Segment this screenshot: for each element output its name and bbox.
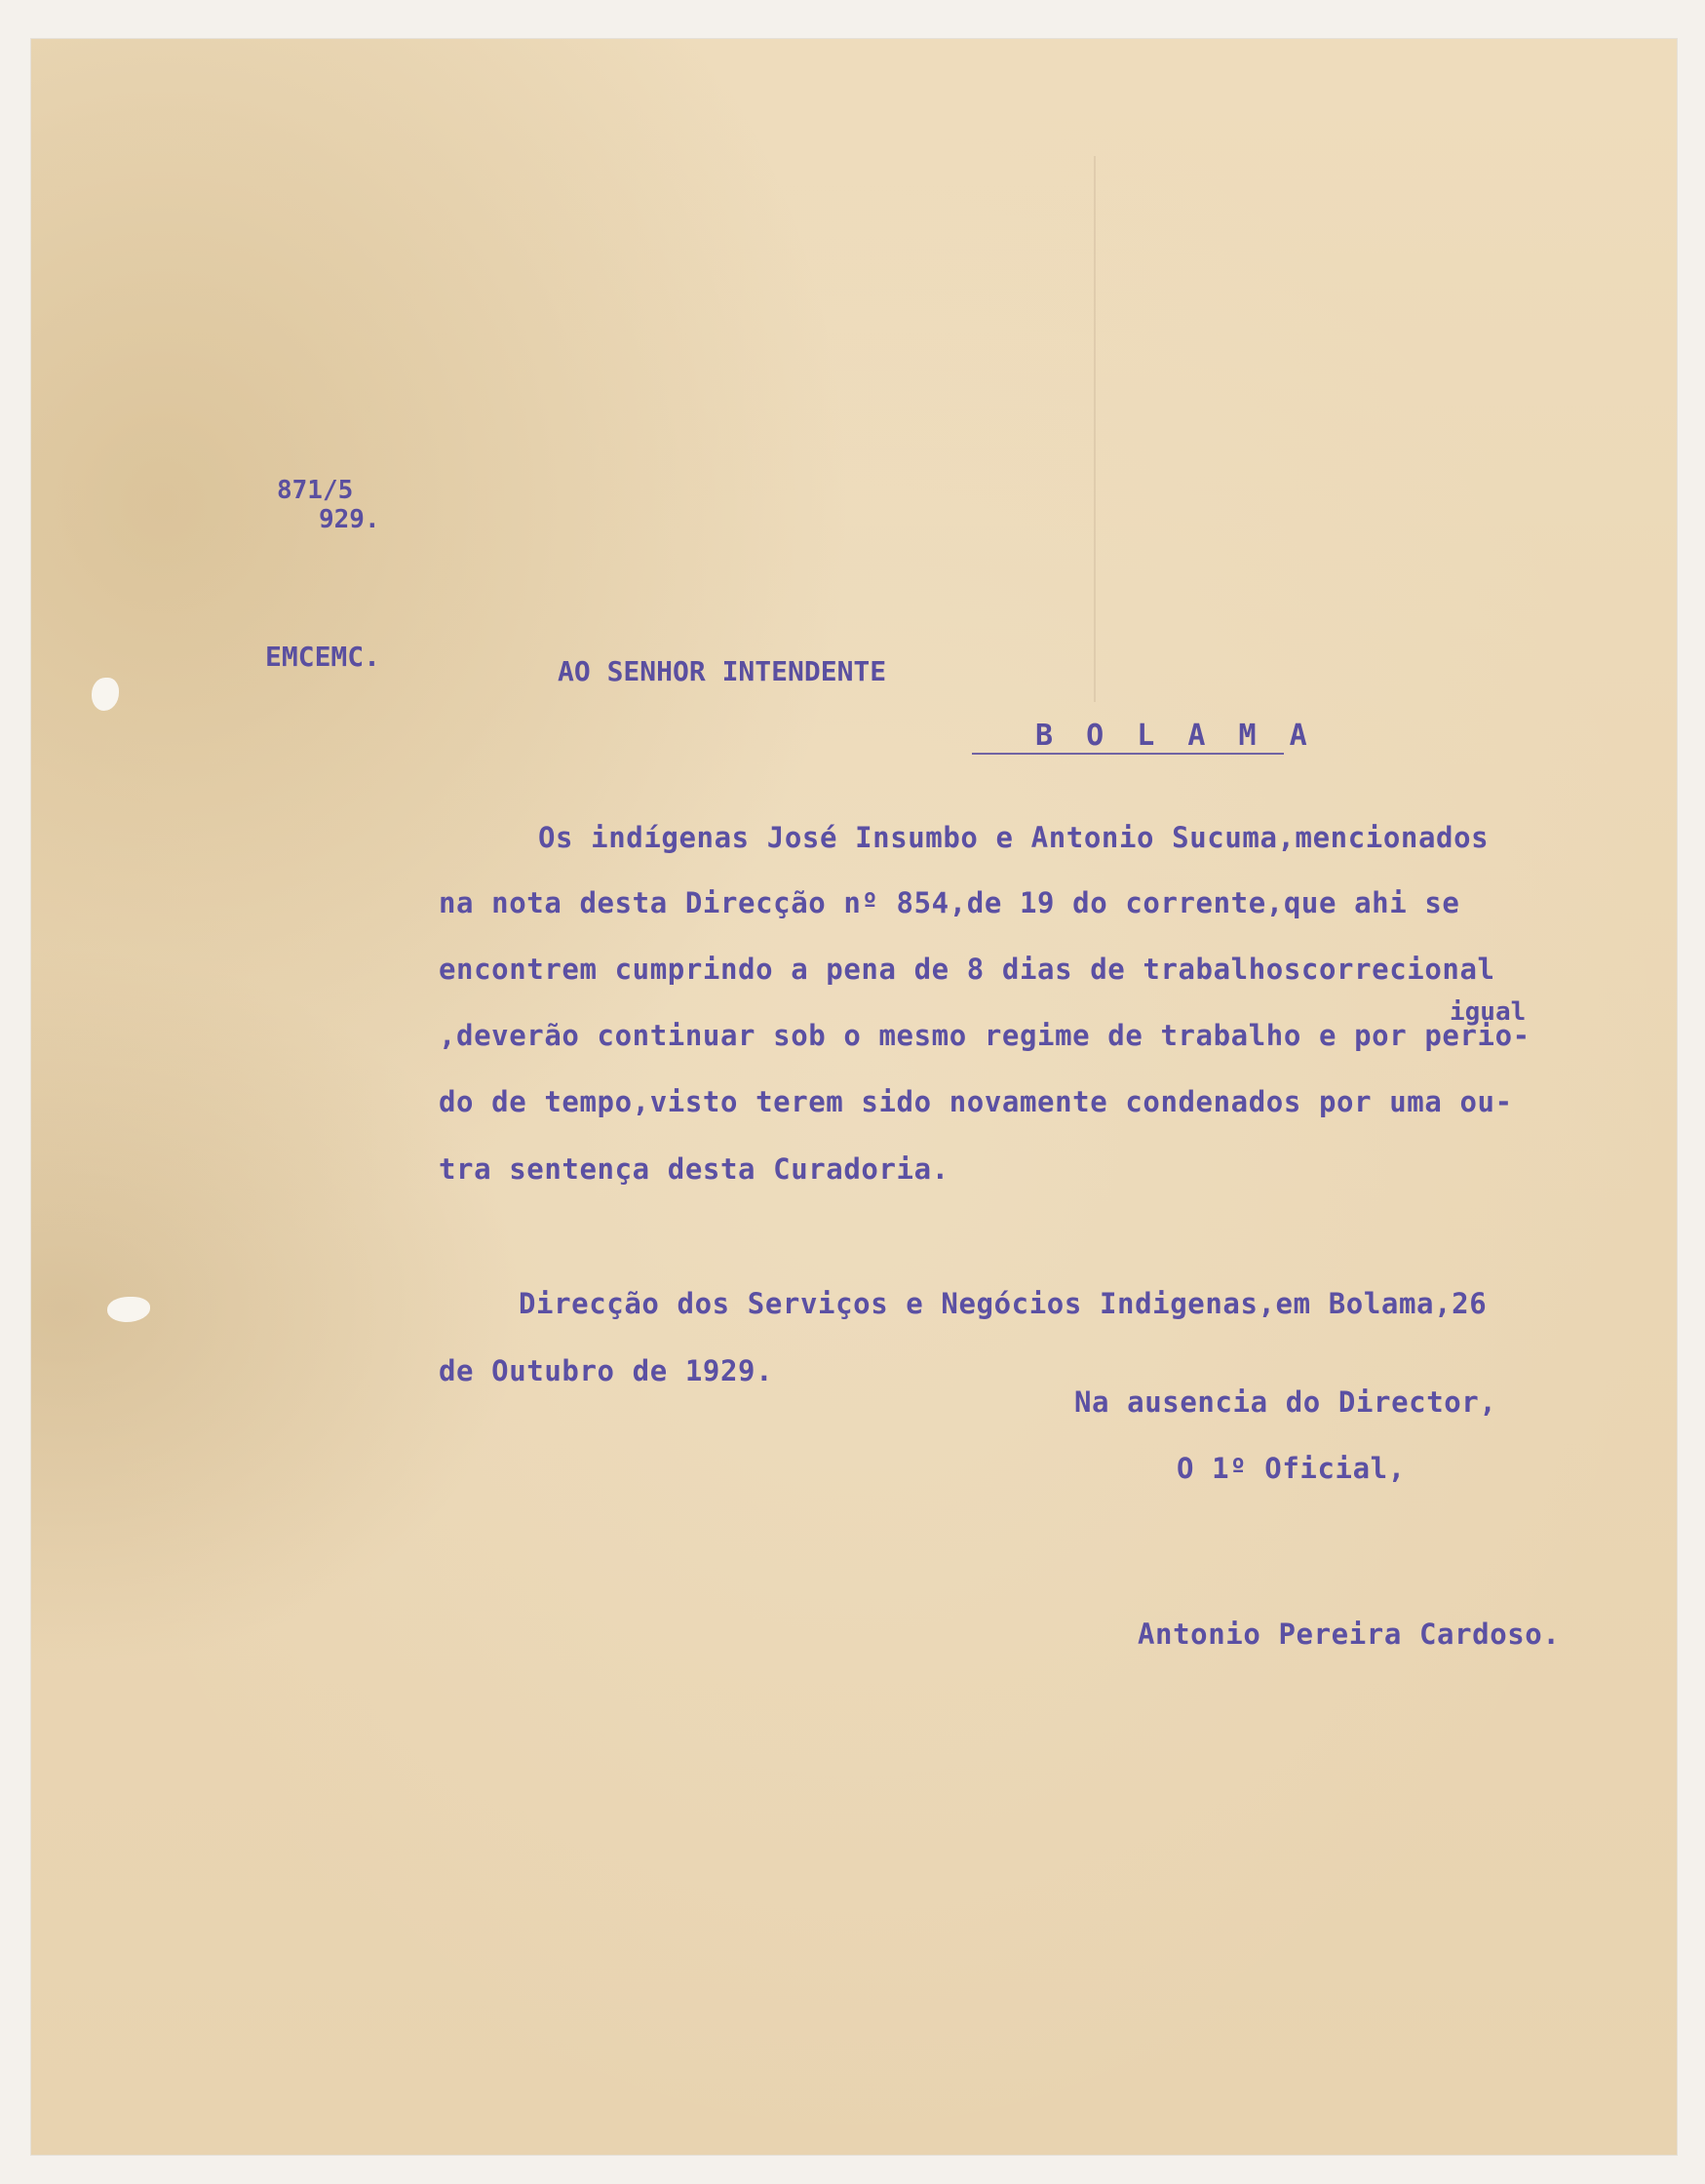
signature-absence-line: Na ausencia do Director, xyxy=(1074,1385,1497,1419)
reference-number-line1: 871/5 xyxy=(277,476,354,505)
fold-crease xyxy=(1094,156,1096,702)
body-line-3: encontrem cumprindo a pena de 8 dias de trabalhoscorrecional xyxy=(439,953,1495,986)
signatory-name: Antonio Pereira Cardoso. xyxy=(1138,1618,1561,1651)
body-line-4: ,deverão continuar sob o mesmo regime de trabalho e por perio- xyxy=(439,1019,1531,1052)
paper-sheet xyxy=(31,39,1677,2155)
body-line-6: tra sentença desta Curadoria. xyxy=(439,1152,949,1186)
addressee: AO SENHOR INTENDENTE xyxy=(558,655,887,687)
city-underline xyxy=(972,753,1284,755)
paper-tear-upper xyxy=(92,678,119,711)
destination-city: B O L A M A xyxy=(1035,719,1315,753)
paper-tear-lower xyxy=(107,1297,150,1322)
reference-number-line2: 929. xyxy=(319,505,380,534)
dateline-line-1: Direcção dos Serviços e Negócios Indigenas,em Bolama,26 xyxy=(519,1287,1488,1320)
body-line-2: na nota desta Direcção nº 854,de 19 do corrente,que ahi se xyxy=(439,886,1460,919)
typist-initials: EMCEMC. xyxy=(265,641,381,673)
interlinear-insertion: igual xyxy=(1450,997,1527,1027)
dateline-line-2: de Outubro de 1929. xyxy=(439,1354,774,1387)
signature-title: O 1º Oficial, xyxy=(1177,1452,1406,1485)
body-line-1: Os indígenas José Insumbo e Antonio Sucuma,mencionados xyxy=(538,821,1490,854)
body-line-5: do de tempo,visto terem sido novamente condenados por uma ou- xyxy=(439,1085,1513,1118)
